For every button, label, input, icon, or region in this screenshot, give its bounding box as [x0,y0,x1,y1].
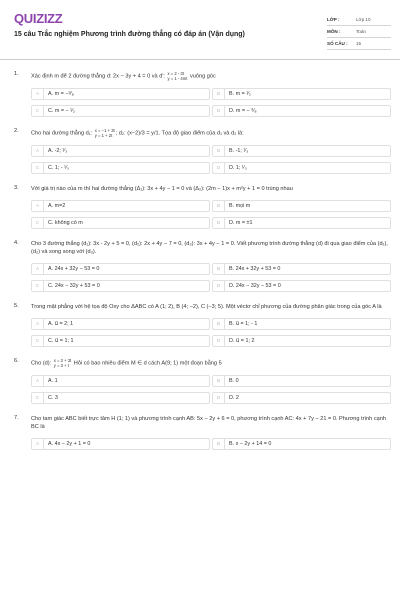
answer-options [14,263,391,292]
meta-label: MÔN : [327,29,341,34]
question-line [14,240,391,256]
option-letter: D [213,336,225,346]
option-letter: B [213,264,225,274]
option-text: B. m = ¹⁄₂ [229,90,252,97]
option-letter: B [213,146,225,156]
question-line [14,358,391,368]
option-text: A. 24x + 32y − 53 = 0 [48,265,100,272]
question-text-part: Trong mặt phẳng với hệ tọa độ Oxy cho ΔABC có A (1; 2), B (4; −2), C (−3; 5). Một véctơ chỉ phương của đường phân giác trong của góc A là [31,303,382,310]
question-number: 6. [14,357,19,364]
system-line: y = 3 + t [53,362,69,368]
question-line [14,128,391,138]
question-number: 5. [14,302,19,309]
question-line [14,71,391,81]
answer-option-c[interactable] [31,217,210,229]
question-line [14,415,391,431]
meta-row [327,26,391,38]
option-text: C. 1; - ¹⁄₃ [48,164,70,171]
answer-option-d[interactable] [212,217,391,229]
option-text: C. không có m [48,219,83,226]
option-letter: C [32,393,44,403]
option-letter: A [32,439,44,449]
option-text: D. m = − ⁹⁄₈ [229,107,257,114]
quizizz-logo: QUIZIZZ [14,11,63,26]
answer-option-d[interactable] [212,335,391,347]
answer-options [14,88,391,117]
answer-option-c[interactable] [31,162,210,174]
meta-label: SỐ CÂU : [327,41,348,46]
option-letter: C [32,218,44,228]
worksheet-title: 15 câu Trắc nghiệm Phương trình đường thẳng có đáp án (Vận dụng) [14,31,245,38]
option-text: B. 24x + 32y + 53 = 0 [229,265,281,272]
question-item [14,185,391,229]
question-item [14,128,391,174]
parametric-system [54,358,71,368]
option-letter: D [213,393,225,403]
option-text: A. m = −⁹⁄₈ [48,90,74,97]
system-line: y = 1 - 4mt [167,75,188,81]
option-letter: D [213,281,225,291]
answer-option-b[interactable] [212,88,391,100]
question-text [31,415,391,431]
option-text: A. m=2 [48,202,66,209]
question-number: 4. [14,239,19,246]
question-text-part: Cho (d): [31,359,53,366]
option-text: C. 24x − 32y + 53 = 0 [48,282,100,289]
option-letter: C [32,106,44,116]
option-text: D. 1; ¹⁄₃ [229,164,247,171]
question-item [14,71,391,117]
meta-value: 15 [356,41,362,46]
answer-option-a[interactable] [31,200,210,212]
answer-option-b[interactable] [212,438,391,450]
meta-label: LỚP : [327,17,340,22]
option-text: C. 3 [48,394,58,401]
parametric-system [95,128,115,138]
answer-option-a[interactable] [31,145,210,157]
option-letter: C [32,163,44,173]
option-text: A. 1 [48,377,58,384]
option-letter: D [213,106,225,116]
question-text-part: Hỏi có bao nhiêu điểm M ∈ d cách A(9; 1) một đoạn bằng 5 [72,359,222,366]
answer-option-d[interactable] [212,162,391,174]
question-text [31,358,391,368]
answer-option-a[interactable] [31,88,210,100]
answer-option-b[interactable] [212,263,391,275]
option-letter: B [213,439,225,449]
question-text-part: ; d₂: (x−2)/3 = y/1. Tọa độ giao điểm của d₁ và d₂ là: [115,129,244,136]
question-item [14,240,391,292]
system-line: y = 1 + 2t [94,132,113,138]
option-letter: B [213,376,225,386]
option-letter: A [32,201,44,211]
question-text-part: Cho hai đường thẳng d₁: [31,129,94,136]
answer-option-b[interactable] [212,200,391,212]
question-item [14,358,391,404]
option-text: B. mọi m [229,202,251,209]
answer-option-a[interactable] [31,318,210,330]
answer-option-d[interactable] [212,392,391,404]
question-text-part: Xác định m để 2 đường thẳng d: 2x − 3y + 4 = 0 và d': [31,72,167,79]
answer-option-b[interactable] [212,145,391,157]
question-text [31,128,391,138]
option-letter: B [213,89,225,99]
system-line: x = 2 - 3t [167,70,184,76]
answer-options [14,318,391,347]
option-letter: B [213,201,225,211]
answer-option-c[interactable] [31,335,210,347]
meta-value: Lớp 10 [356,17,371,22]
header-divider [0,59,400,60]
answer-option-a[interactable] [31,375,210,387]
worksheet-meta [327,14,391,50]
answer-option-b[interactable] [212,318,391,330]
question-item [14,303,391,347]
question-text [31,240,391,256]
answer-options [14,438,391,450]
option-letter: C [32,336,44,346]
answer-option-d[interactable] [212,280,391,292]
answer-options [14,145,391,174]
option-letter: B [213,319,225,329]
answer-option-b[interactable] [212,375,391,387]
option-text: D. u⃗ = 1; 2 [229,337,255,344]
option-text: B. -1; ¹⁄₃ [229,147,249,154]
option-text: C. u⃗ = 1; 1 [48,337,74,344]
question-number: 1. [14,70,19,77]
question-text [31,303,391,311]
question-line [14,303,391,311]
answer-option-c[interactable] [31,105,210,117]
answer-option-c[interactable] [31,280,210,292]
question-number: 3. [14,184,19,191]
option-letter: A [32,146,44,156]
meta-value: Toán [356,29,366,34]
option-letter: D [213,163,225,173]
title-block [14,12,245,38]
answer-options [14,200,391,229]
question-text-part: Cho tam giác ABC biết trực tâm H (1; 1) và phương trình cạnh AB: 5x − 2y + 6 = 0, phương trình cạnh AC: 4x + 7y − 21 = 0. Phương trình cạnh BC là [31,415,386,430]
answer-option-a[interactable] [31,438,210,450]
system-line: x = −1 + 3t [94,127,115,133]
option-letter: C [32,281,44,291]
option-text: D. m = ±1 [229,219,253,226]
question-item [14,415,391,450]
option-letter: A [32,264,44,274]
option-text: B. u⃗ = 1; - 1 [229,320,258,327]
question-text [31,71,391,81]
question-text-part: vuông góc [188,72,216,79]
worksheet-header [14,12,391,50]
option-text: A. -2; ¹⁄₃ [48,147,68,154]
option-letter: A [32,376,44,386]
answer-option-a[interactable] [31,263,210,275]
question-text [31,185,391,193]
question-number: 7. [14,414,19,421]
option-text: A. 4x − 2y + 1 = 0 [48,440,91,447]
option-text: B. 0 [229,377,239,384]
answer-option-d[interactable] [212,105,391,117]
system-line: x = 2 + 3t [53,357,72,363]
option-text: D. 24x − 32y − 53 = 0 [229,282,281,289]
question-text-part: Với giá trị nào của m thì hai đường thẳng (Δ₁): 3x + 4y − 1 = 0 và (Δ₂): (2m − 1)x + m²y + 1 = 0 trùng nhau [31,185,293,192]
question-number: 2. [14,127,19,134]
parametric-system [168,71,188,81]
meta-row [327,14,391,26]
option-text: D. 2 [229,394,239,401]
question-list [14,71,391,450]
option-text: A. u⃗ = 2; 1 [48,320,74,327]
option-letter: D [213,218,225,228]
answer-option-c[interactable] [31,392,210,404]
option-letter: A [32,319,44,329]
question-line [14,185,391,193]
option-text: B. x − 2y + 14 = 0 [229,440,272,447]
option-text: C. m = − ¹⁄₂ [48,107,75,114]
option-letter: A [32,89,44,99]
answer-options [14,375,391,404]
meta-row [327,38,391,50]
question-text-part: Cho 3 đường thẳng (d₁): 3x - 2y + 5 = 0, (d₂): 2x + 4y − 7 = 0, (d₃): 3x + 4y − 1 = 0. Viết phương trình đường thẳng (d) đi qua giao điểm của (d₁), (d₂) và song song với (d₃). [31,240,388,255]
